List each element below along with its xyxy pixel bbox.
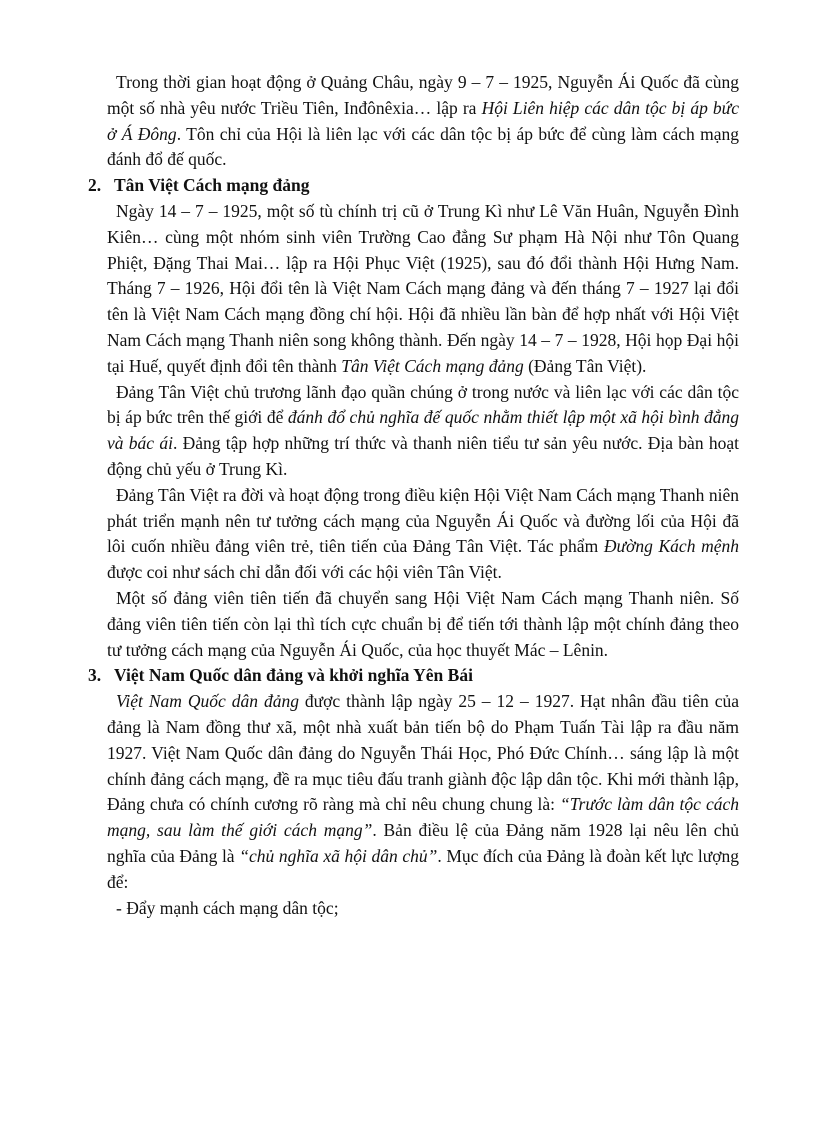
italic-text: Việt Nam Quốc dân đảng: [116, 691, 299, 712]
italic-text: Hội Liên hiệp các dân tộc bị áp bức ở Á Đông: [107, 97, 739, 144]
text: được coi như sách chỉ dẫn đối với các hội viên Tân Việt.: [107, 562, 502, 583]
text: Đảng Tân Việt ra đời và hoạt động trong điều kiện Hội Việt Nam Cách mạng Thanh niên phát triển mạnh nên tư tưởng cách mạng của Nguyễn Ái Quốc và đường lối của Hội đã lôi cuốn nhiều đảng viên trẻ, tiên tiến của Đảng Tân Việt. Tác phẩm: [107, 484, 739, 557]
text: . Mục đích của Đảng là đoàn kết lực lượng để:: [107, 845, 740, 892]
italic-quote: “Trước làm dân tộc cách mạng, sau làm thế giới cách mạng”: [107, 794, 739, 841]
text: . Tôn chỉ của Hội là liên lạc với các dân tộc bị áp bức để cùng làm cách mạng đánh đổ đế quốc.: [107, 123, 739, 170]
heading-title: Việt Nam Quốc dân đảng và khởi nghĩa Yên Bái: [114, 665, 473, 686]
italic-quote: “chủ nghĩa xã hội dân chủ”: [239, 845, 438, 866]
heading-number: 2.: [88, 175, 102, 196]
paragraph-4: [107, 483, 739, 586]
text: . Bản điều lệ của Đảng năm 1928 lại nêu lên chủ nghĩa của Đảng là: [107, 820, 739, 866]
paragraph-5: Một số đảng viên tiên tiến đã chuyển sang Hội Việt Nam Cách mạng Thanh niên. Số đảng viên tiên tiến còn lại thì tích cực chuẩn bị để tiến tới thành lập một chính đảng theo tư tưởng cách mạng của Nguyễn Ái Quốc, của học thuyết Mác – Lênin.: [107, 587, 739, 660]
paragraph-6: [107, 689, 739, 895]
text: được thành lập ngày 25 – 12 – 1927. Hạt nhân đầu tiên của đảng là Nam đồng thư xã, một nhà xuất bản tiến bộ do Phạm Tuấn Tài lập ra đầu năm 1927. Việt Nam Quốc dân đảng do Nguyễn Thái Học, Phó Đức Chính… sáng lập là một chính đảng cách mạng, đề ra mục tiêu đấu tranh giành độc lập dân tộc. Khi mới thành lập, Đảng chưa có chính cương rõ ràng mà chỉ nêu chung chung là:: [107, 691, 739, 815]
text: Trong thời gian hoạt động ở Quảng Châu, ngày 9 – 7 – 1925, Nguyễn Ái Quốc đã cùng một số nhà yêu nước Triều Tiên, Inđônêxia… lập ra: [107, 72, 739, 118]
text: . Đảng tập hợp những trí thức và thanh niên tiểu tư sản yêu nước. Địa bàn hoạt động chủ yếu ở Trung Kì.: [107, 433, 739, 479]
text: Đảng Tân Việt chủ trương lãnh đạo quần chúng ở trong nước và liên lạc với các dân tộc bị áp bức trên thế giới để: [107, 381, 739, 428]
paragraph-2: [107, 199, 739, 380]
paragraph-1: [107, 70, 739, 173]
document-page: [88, 70, 740, 921]
italic-text: Tân Việt Cách mạng đảng: [341, 355, 524, 376]
italic-text: đánh đổ chủ nghĩa đế quốc nhằm thiết lập một xã hội bình đẳng và bác ái: [107, 407, 740, 454]
section-heading-3: [88, 663, 739, 689]
text: Ngày 14 – 7 – 1925, một số tù chính trị cũ ở Trung Kì như Lê Văn Huân, Nguyễn Đình Kiên… cùng một nhóm sinh viên Trường Cao đẳng Sư phạm Hà Nội như Tôn Quang Phiệt, Đặng Thai Mai… lập ra Hội Phục Việt (1925), sau đó đổi thành Hội Hưng Nam. Tháng 7 – 1926, Hội đổi tên là Việt Nam Cách mạng đảng và đến tháng 7 – 1927 lại đổi tên là Việt Nam Cách mạng đồng chí hội. Hội đã nhiều lần bàn để hợp nhất với Hội Việt Nam Cách mạng Thanh niên song không thành. Đến ngày 14 – 7 – 1928, Hội họp Đại hội tại Huế, quyết định đổi tên thành: [107, 200, 739, 376]
text: (Đảng Tân Việt).: [523, 355, 647, 376]
heading-title: Tân Việt Cách mạng đảng: [114, 175, 310, 196]
section-heading-2: [88, 173, 739, 199]
italic-text: Đường Kách mệnh: [603, 536, 739, 557]
paragraph-3: [107, 380, 739, 483]
bullet-item: - Đẩy mạnh cách mạng dân tộc;: [116, 897, 339, 918]
heading-number: 3.: [88, 665, 102, 686]
